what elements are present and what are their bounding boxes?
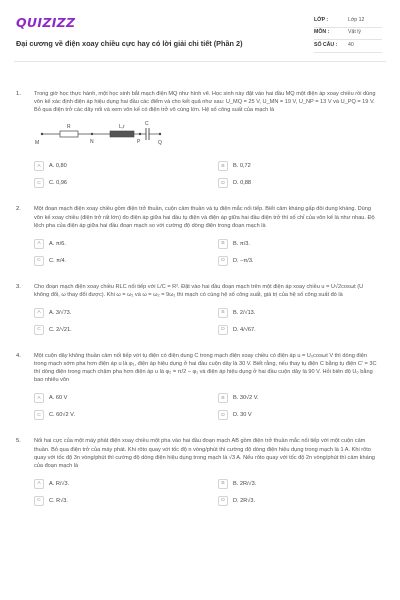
worksheet-header (14, 12, 386, 62)
option-text: D. 30 V (233, 412, 252, 419)
option-letter: D (218, 496, 228, 506)
question-number: 4. (16, 352, 21, 359)
question-5 (14, 437, 386, 505)
option-b[interactable] (210, 161, 386, 171)
question-4 (14, 352, 386, 420)
option-text: A. 3/√73. (49, 309, 72, 316)
option-text: B. 2/√13. (233, 309, 256, 316)
option-letter: A (34, 161, 44, 171)
label-p: P (137, 139, 141, 146)
option-letter: C (34, 178, 44, 188)
label-q: Q (158, 140, 162, 147)
option-a[interactable] (34, 239, 210, 249)
option-letter: B (218, 239, 228, 249)
option-d[interactable] (210, 256, 386, 266)
option-letter: D (218, 178, 228, 188)
meta-value: Lớp 12 (348, 16, 365, 23)
question-text: Trong giờ học thực hành, một học sinh bắt mạch điện MQ như hình vẽ. Học sinh này đặt vào hai đầu MQ một điện áp xoay chiều rồi dùng vôn kế xác định điện áp hiệu dụng hai đầu các điểm và cho kết quả như sau: U_MQ = 25 V, U_MN = 19 V, U_NP = 13 V và U_PQ = 19 V. Bỏ qua điện trở các dây nối và xem vôn kế có điện trở vô cùng lớn. Hệ số công suất của mạch là (34, 91, 376, 114)
option-letter: D (218, 325, 228, 335)
option-letter: C (34, 496, 44, 506)
option-letter: A (34, 479, 44, 489)
resistor-icon (60, 131, 78, 137)
option-text: D. 4/√67. (233, 326, 256, 333)
option-text: D. 0,88 (233, 180, 252, 187)
option-letter: D (218, 256, 228, 266)
question-number: 2. (16, 206, 21, 213)
option-letter: B (218, 161, 228, 171)
option-d[interactable] (210, 410, 386, 420)
option-text: B. 30√2 V. (233, 395, 259, 402)
option-d[interactable] (210, 178, 386, 188)
label-n: N (90, 139, 94, 146)
option-letter: A (34, 239, 44, 249)
meta-row-question-count (314, 40, 382, 53)
label-m: M (35, 140, 40, 147)
option-c[interactable] (34, 496, 210, 506)
option-a[interactable] (34, 479, 210, 489)
question-number: 5. (16, 438, 21, 445)
option-d[interactable] (210, 496, 386, 506)
question-text: Nối hai cực của một máy phát điện xoay chiều một pha vào hai đầu đoạn mạch AB gồm điện trở thuần mắc nối tiếp với một cuộn cảm thuần. Bỏ qua điện trở của máy phát. Khi rôto quay với tốc độ n vòng/phút thì cường độ dòng điện hiệu dụng trong mạch là 1 A. Khi rôto quay với tốc độ 3n vòng/phút thì cường độ dòng điện hiệu dụng trong mạch là √3 A. Nếu rôto quay với tốc độ 2n vòng/phút thì cảm kháng của đoạn mạch là (34, 438, 375, 469)
meta-value: 40 (348, 41, 354, 48)
option-b[interactable] (210, 239, 386, 249)
options-grid (34, 239, 386, 266)
option-letter: A (34, 308, 44, 318)
options-grid (34, 479, 386, 506)
option-b[interactable] (210, 479, 386, 489)
label-c: C (145, 121, 149, 128)
option-text: B. 0,72 (233, 163, 251, 170)
worksheet-meta (314, 15, 382, 53)
option-d[interactable] (210, 325, 386, 335)
option-letter: D (218, 410, 228, 420)
option-text: B. π/3. (233, 240, 250, 247)
option-text: D. 2R√3. (233, 497, 256, 504)
option-b[interactable] (210, 393, 386, 403)
option-text: C. R√3. (49, 497, 68, 504)
circuit-diagram (34, 120, 386, 149)
question-number: 3. (16, 283, 21, 290)
option-text: C. π/4. (49, 257, 67, 264)
option-c[interactable] (34, 178, 210, 188)
meta-label: SỐ CÂU : (314, 41, 338, 48)
option-text: A. R/√3. (49, 480, 70, 487)
option-c[interactable] (34, 410, 210, 420)
option-letter: B (218, 479, 228, 489)
label-r: R (67, 124, 71, 131)
question-text: Cho đoạn mạch điện xoay chiều RLC nối tiếp với L/C = R². Đặt vào hai đầu đoạn mạch trên một điện áp xoay chiều u = U√2cosωt (U không đổi, ω thay đổi được). Khi ω = ω₁ và ω = ω₂ = 9ω₁ thì mạch có cùng hệ số công suất, giá trị của hệ số công suất đó là (34, 283, 364, 298)
option-b[interactable] (210, 308, 386, 318)
question-1 (14, 90, 386, 188)
label-l-r: L,r (119, 124, 125, 131)
option-letter: B (218, 393, 228, 403)
option-text: A. 60 V (49, 395, 68, 402)
question-number: 1. (16, 91, 21, 97)
option-text: A. 0,80 (49, 163, 67, 170)
question-text: Một đoạn mạch điện xoay chiều gồm điện trở thuần, cuộn cảm thuần và tụ điện mắc nối tiếp. Biết cảm kháng gấp đôi dung kháng. Dùng vôn kế xoay chiều (điện trở rất lớn) đo điện áp giữa hai đầu tụ điện và điện áp giữa hai đầu điện trở thì số chỉ của vôn kế là như nhau. Độ lệch pha của điện áp giữa hai đầu đoạn mạch so với cường độ dòng điện trong đoạn mạch là (34, 206, 375, 229)
option-text: C. 0,96 (49, 180, 68, 187)
option-letter: A (34, 393, 44, 403)
question-2 (14, 205, 386, 265)
quizizz-logo[interactable]: QUIZIZZ (16, 15, 76, 30)
meta-label: MÔN : (314, 29, 330, 36)
option-a[interactable] (34, 161, 210, 171)
worksheet-title: Đại cương về điện xoay chiều cực hay có lời giải chi tiết (Phần 2) (16, 39, 243, 48)
options-grid (34, 308, 386, 335)
option-c[interactable] (34, 325, 210, 335)
inductor-icon (110, 131, 134, 137)
meta-row-class (314, 15, 382, 28)
option-letter: C (34, 256, 44, 266)
option-letter: B (218, 308, 228, 318)
meta-row-subject (314, 28, 382, 41)
option-letter: C (34, 410, 44, 420)
option-text: A. π/6. (49, 240, 66, 247)
option-text: C. 60√2 V. (49, 412, 75, 419)
circuit-diagram-svg (34, 120, 164, 146)
option-c[interactable] (34, 256, 210, 266)
option-a[interactable] (34, 308, 210, 318)
meta-label: LỚP : (314, 16, 329, 23)
option-letter: C (34, 325, 44, 335)
meta-value: Vật lý (348, 29, 361, 36)
option-text: D. −π/3. (233, 257, 254, 264)
options-grid (34, 161, 386, 188)
question-text: Một cuộn dây không thuần cảm nối tiếp với tụ điện có điện dung C trong mạch điện xoay chiều có điện áp u = U₀cosωt V thì dòng điện trong mạch sớm pha hơn điện áp u là φ₁, điện áp hiệu dụng ở hai đầu cuộn dây là 30 V. Biết rằng, nếu thay tụ điện C bằng tụ điện C' = 3C thì dòng điện trong mạch chậm pha hơn điện áp u là φ₂ = π/2 − φ₁ và điện áp hiệu dụng ở hai đầu cuộn dây là 90 V. Hỏi biên độ U₀ bằng bao nhiêu vôn (34, 352, 377, 384)
option-a[interactable] (34, 393, 210, 403)
question-3 (14, 283, 386, 335)
options-grid (34, 393, 386, 420)
option-text: B. 2R/√3. (233, 480, 257, 487)
option-text: C. 2/√21. (49, 326, 72, 333)
